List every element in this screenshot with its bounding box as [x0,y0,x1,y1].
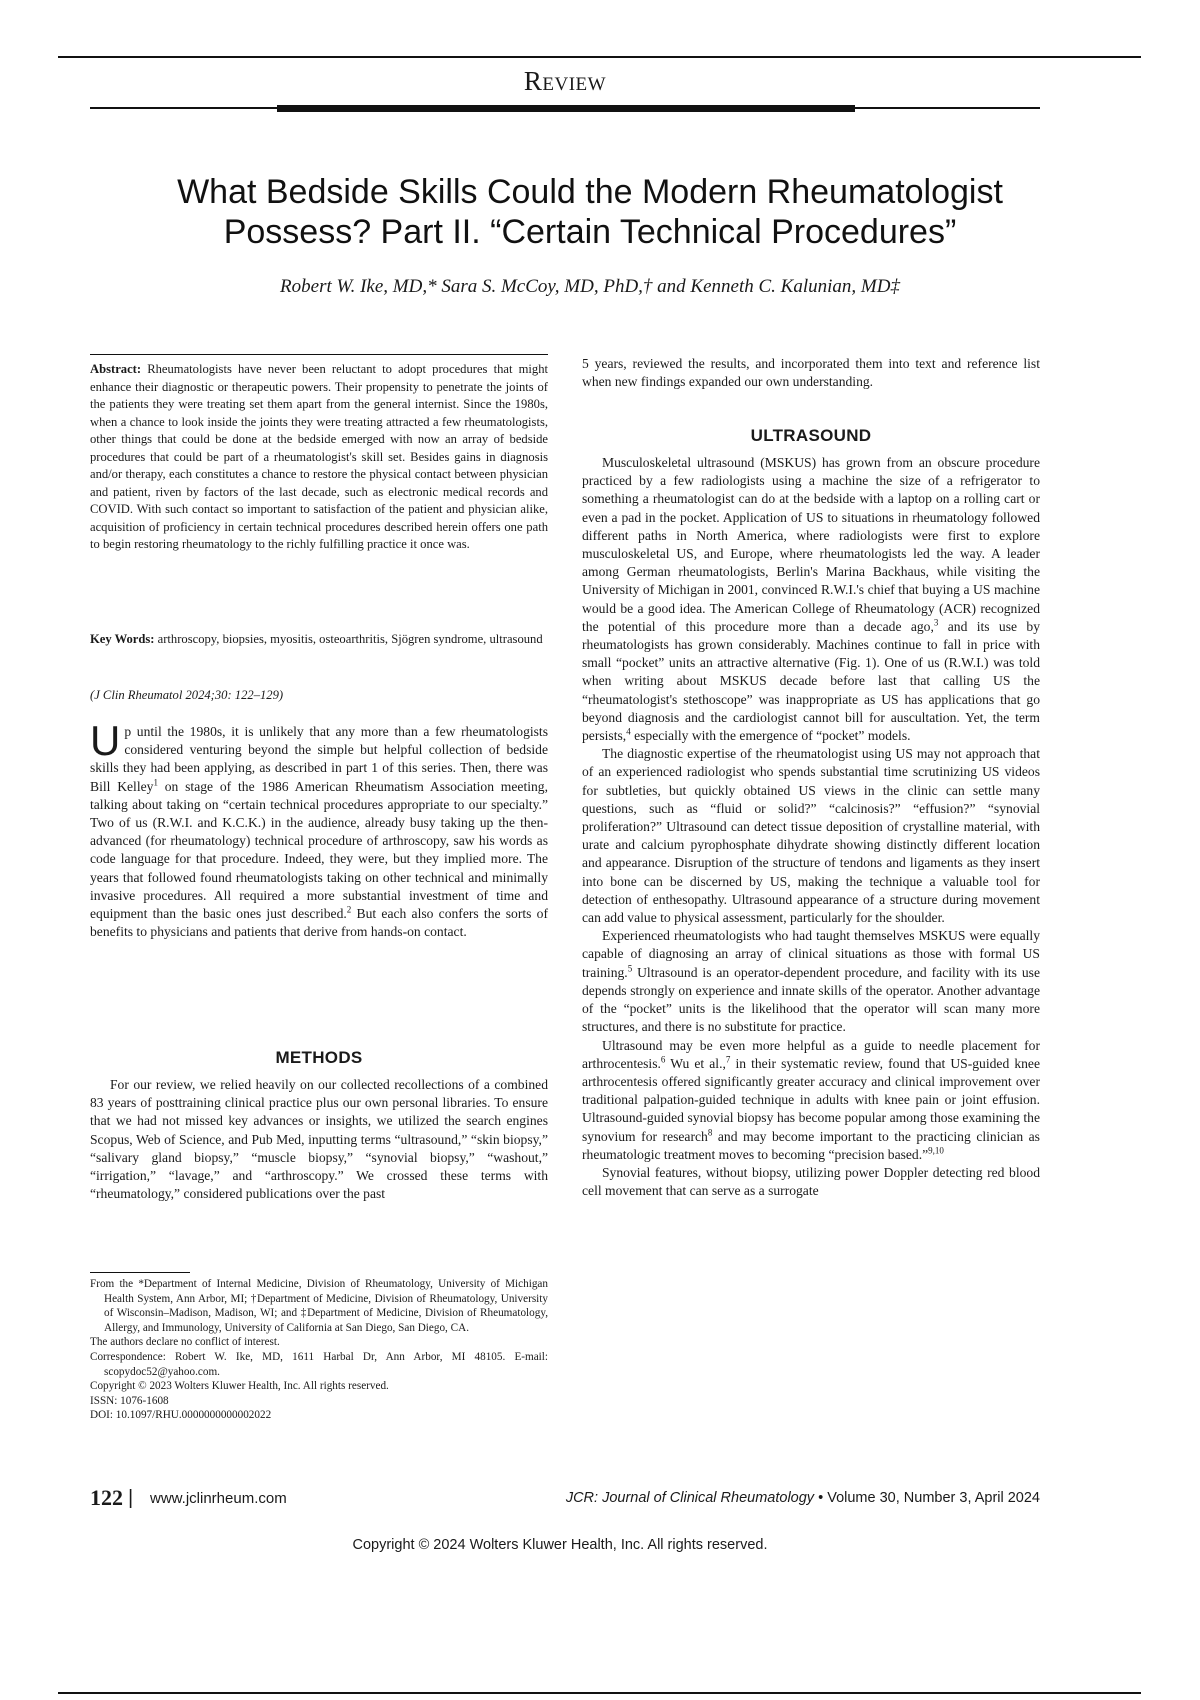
keywords-label: Key Words: [90,632,155,646]
methods-body [90,1076,548,1203]
methods-heading: METHODS [275,1048,363,1067]
footer-bullet: • [818,1490,824,1506]
journal-url-link[interactable]: www.jclinrheum.com [150,1490,287,1507]
ultrasound-paragraph-1 [582,454,1040,745]
abstract-label: Abstract: [90,362,142,376]
journal-volume: Volume 30, Number 3, April 2024 [827,1490,1040,1506]
us-p4-text-a: Ultrasound may be even more helpful as a guide to needle placement for arthrocentesis. [582,1037,1040,1071]
us-p1-text-b: and its use by rheumatologists has grown considerably. Machines continue to fall in price with small “pocket” units an attractive alternative (Fig. 1). One of us (R.W.I.) was told when writing about MSKUS decade before last that calling US the “rheumatologist's stethoscope” was inappropriate as US has applications that go beyond diagnosis and the cardiologist cannot bill for auscultation. Yet, the term persists, [582,618,1041,744]
us-p1-text-a: Musculoskeletal ultrasound (MSKUS) has grown from an obscure procedure practiced by a few radiologists using a machine the size of a refrigerator to something a rheumatologist can do at the bedside with a laptop on a rolling cart or even a pad in the pocket. Application of US to situations in rheumatology followed different paths in North America, where radiologists were first to explore musculoskeletal US, and Europe, where rheumatologists led the way. A leader among German rheumatologists, Berlin's Marina Backhaus, while visiting the University of Michigan in 2001, convinced R.W.I.'s chief that buying a US machine would be a good idea. The American College of Rheumatology (ACR) recognized the potential of this procedure more than a decade ago, [582,455,1040,634]
section-label: Review [523,66,607,96]
issn-note: ISSN: 1076-1608 [90,1394,169,1407]
page-footer [90,1485,1040,1509]
journal-info [566,1490,1040,1506]
ultrasound-heading: ULTRASOUND [750,426,872,445]
ultrasound-paragraph-3 [582,927,1040,1036]
ref-8[interactable]: 8 [707,1126,713,1137]
conflict-note: The authors declare no conflict of interest. [90,1336,280,1349]
footnote-rule [90,1272,190,1273]
ultrasound-body [582,454,1040,1200]
intro-text-3: But each also confers the sorts of benefits to physicians and patients that derive from hands-on contact. [90,906,549,940]
header-thick-rule [277,105,855,112]
ultrasound-paragraph-5: Synovial features, without biopsy, utilizing power Doppler detecting red blood cell movement that can serve as a surrogate [582,1164,1040,1199]
us-p4-text-b: Wu et al., [665,1055,726,1071]
ref-2[interactable]: 2 [346,904,352,915]
abstract-top-rule [90,354,548,355]
intro-text-1: p until the 1980s, it is unlikely that any more than a few rheumatologists considered venturing beyond the simple but helpful collection of bedside skills they had been applying, as described in part 1 of this series. Then, there was Bill Kelley [90,724,548,794]
ultrasound-paragraph-4 [582,1037,1040,1164]
methods-continuation: 5 years, reviewed the results, and incorporated them into text and reference list when new findings expanded our own understanding. [582,356,1040,390]
journal-name: JCR: Journal of Clinical Rheumatology [565,1490,815,1506]
ref-5[interactable]: 5 [627,963,633,974]
copyright-note: Copyright © 2023 Wolters Kluwer Health, Inc. All rights reserved. [90,1380,389,1393]
abstract [90,361,548,554]
drop-cap: U [90,717,121,764]
author-list: Robert W. Ike, MD,* Sara S. McCoy, MD, PhD,† and Kenneth C. Kalunian, MD‡ [280,276,900,297]
methods-paragraph: For our review, we relied heavily on our collected recollections of a combined 83 years of posttraining clinical practice plus our own personal libraries. To ensure that we had not missed key advances or insights, we utilized the search engines Scopus, Web of Science, and Pub Med, inputting terms “ultrasound,” “skin biopsy,” “salivary gland biopsy,” “muscle biopsy,” “synovial biopsy,” “washout,” “irrigation,” “lavage,” and “arthroscopy.” We crossed these terms with “rheumatology,” considered publications over the past [90,1077,548,1202]
abstract-text: Rheumatologists have never been reluctant to adopt procedures that might enhance their diagnostic or therapeutic powers. Their propensity to penetrate the joints of the patients they were treating set them apart from the general internist. Since the 1980s, when a chance to look inside the joints they were treating attracted a few rheumatologists, other things that could be done at the bedside emerged with now an array of bedside procedures that could be part of a rheumatologist's skill set. Besides gains in diagnosis and/or therapy, each constitutes a chance to restore the physical contact between physician and patient, riven by factors of the last decade, such as electronic medical records and COVID. With such contact so important to satisfaction of the patient and physician alike, acquisition of proficiency in certain technical procedures described herein offers one path to begin restoring rheumatology to the richly fulfilling practice it once was. [90,362,548,551]
bottom-rule [58,1692,1141,1694]
us-p4-text-d: and may become important to the practicing clinician as rheumatologic treatment moves to becoming “precision based.” [582,1128,1040,1162]
ref-4[interactable]: 4 [626,726,631,737]
introduction [90,717,549,941]
us-p4-text-c: in their systematic review, found that US-guided knee arthrocentesis offered significantly greater accuracy and clinical improvement over traditional palpation-guided technique in adults with knee pain or joint effusion. Ultrasound-guided synovial biopsy has become popular among those examining the synovium for research [582,1055,1040,1144]
doi-note: DOI: 10.1097/RHU.0000000000002022 [90,1409,272,1422]
correspondence-note: Correspondence: Robert W. Ike, MD, 1611 Harbal Dr, Ann Arbor, MI 48105. E-mail: scopydoc52@yahoo.com. [90,1350,548,1378]
affiliation-note: From the *Department of Internal Medicine, Division of Rheumatology, University of Michigan Health System, Ann Arbor, MI; †Department of Medicine, Division of Rheumatology, University of Wisconsin–Madison, Madison, WI; and ‡Department of Medicine, Division of Rheumatology, Allergy, and Immunology, University of California at San Diego, San Diego, CA. [90,1278,548,1334]
citation-text: (J Clin Rheumatol 2024;30: 122–129) [90,688,284,702]
footer-divider: | [128,1487,134,1509]
page-number: 122 [90,1485,123,1510]
footnotes [90,1277,548,1423]
citation [90,686,548,704]
article-title [90,172,1090,252]
right-column-top [582,355,1040,391]
keywords-text: arthroscopy, biopsies, myositis, osteoarthritis, Sjögren syndrome, ultrasound [154,632,543,646]
ref-3[interactable]: 3 [933,617,939,628]
keywords [90,630,548,648]
us-p3-text-a: Experienced rheumatologists who had taught themselves MSKUS were equally capable of diagnosing an array of clinical situations as those with formal US training. [582,928,1040,980]
ref-6[interactable]: 6 [660,1054,666,1065]
top-rule [58,56,1141,58]
copyright-line: Copyright © 2024 Wolters Kluwer Health, Inc. All rights reserved. [352,1537,768,1553]
ref-9-10[interactable]: 9,10 [928,1145,944,1156]
title-line-2: Possess? Part II. “Certain Technical Procedures” [223,213,957,251]
ref-7[interactable]: 7 [725,1054,731,1065]
ultrasound-paragraph-2: The diagnostic expertise of the rheumatologist using US may not approach that of an experienced radiologist who spends substantial time scrutinizing US videos for subtleties, but quickly obtained US views in the clinic can settle many questions, such as “fluid or solid?” “calcinosis?” “effusion?” “synovial proliferation?” Ultrasound can detect tissue deposition of crystalline material, with urate and calcium pyrophosphate dihydrate showing distinctly different location and appearance. Disruption of the structure of tendons and ligaments as they insert into bone can be discerned by US, making the technique a valuable tool for detection of enthesopathy. Ultrasound appearance of a structure during movement can add value to physical assessment, particularly for the shoulder. [582,746,1040,926]
ref-1[interactable]: 1 [153,777,158,788]
us-p1-text-c: especially with the emergence of “pocket” models. [630,728,911,744]
us-p3-text-b: Ultrasound is an operator-dependent procedure, and facility with its use depends strongly on experience and innate skills of the operator. Another advantage of the “pocket” units is the likelihood that the operator will scan many more structures, and there is no substitute for practice. [582,964,1040,1035]
intro-text-2: on stage of the 1986 American Rheumatism Association meeting, talking about taking on “certain technical procedures appropriate to our specialty.” Two of us (R.W.I. and K.C.K.) in the audience, already busy taking up the then-advanced (for rheumatology) technical procedure of arthroscopy, saw his words as code language for that procedure. Indeed, they were, but they implied more. The years that followed found rheumatologists taking on other technical and minimally invasive procedures. All required a more substantial investment of time and equipment than the basic ones just described. [90,778,548,922]
title-line-1: What Bedside Skills Could the Modern Rheumatologist [177,173,1003,211]
